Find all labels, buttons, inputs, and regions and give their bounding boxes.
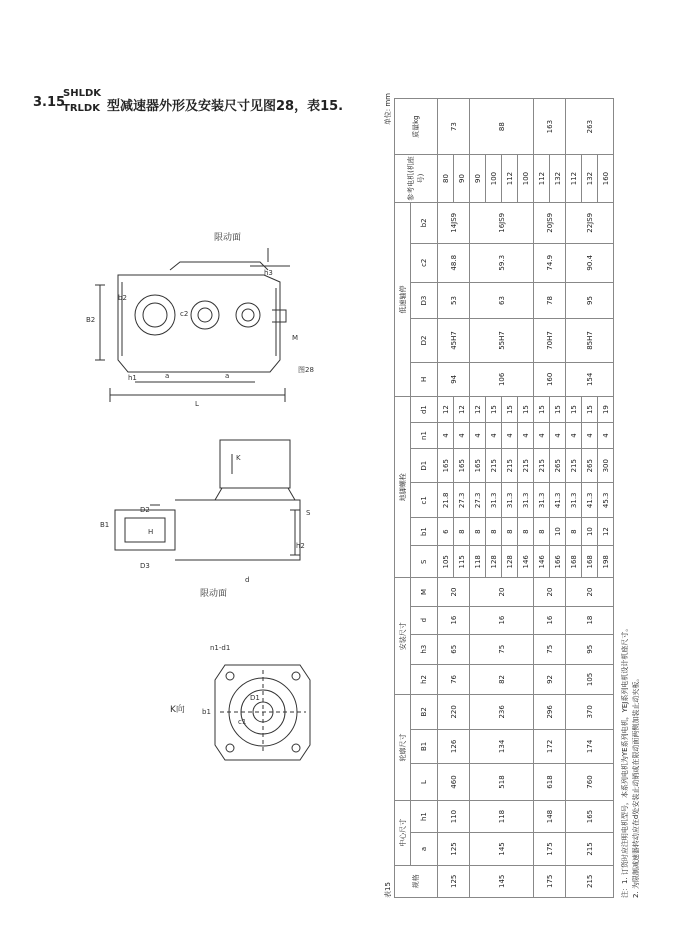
table-row	[438, 99, 454, 898]
cell-h1: 165	[566, 800, 614, 832]
cell-L: 460	[438, 764, 470, 801]
cell-D1: 215	[518, 448, 534, 483]
cell-c1: 27.3	[470, 483, 486, 518]
label-M: M	[292, 334, 299, 342]
cell-H: 154	[566, 362, 614, 397]
figure-caption: 图28	[298, 366, 314, 374]
cell-d1: 12	[470, 397, 486, 423]
cell-b2: 20JS9	[534, 202, 566, 243]
cell-motor: 100	[486, 155, 502, 203]
cell-S: 146	[518, 546, 534, 578]
cell-M: 20	[566, 578, 614, 606]
cell-c1: 31.3	[486, 483, 502, 518]
cell-b1: 8	[534, 518, 550, 546]
table-notes	[620, 625, 642, 898]
cell-D1: 265	[550, 448, 566, 483]
cell-spec: 125	[438, 865, 470, 897]
table-15-rotated	[380, 85, 650, 910]
note-2: 2. 为限制减速器转动应在d处安装止动销或在限动面两侧加装止动夹板。	[632, 674, 640, 898]
cell-L: 760	[566, 764, 614, 801]
cell-b2: 14JS9	[438, 202, 470, 243]
cell-L: 518	[470, 764, 534, 801]
col-D2: D2	[411, 319, 438, 362]
cell-a: 145	[470, 833, 534, 865]
cell-c2: 74.9	[534, 243, 566, 282]
cell-n1: 4	[534, 423, 550, 449]
label-H: H	[148, 528, 154, 536]
table-15-container	[380, 85, 650, 910]
cell-b1: 8	[454, 518, 470, 546]
model-bottom: TRLDK	[63, 103, 100, 114]
spec-table	[394, 98, 614, 898]
label-K: K	[236, 454, 241, 462]
cell-motor: 112	[566, 155, 582, 203]
cell-spec: 215	[566, 865, 614, 897]
cell-B1: 126	[438, 729, 470, 764]
table-unit: 单位: mm	[384, 93, 392, 126]
cell-h3: 65	[438, 634, 470, 664]
cell-S: 128	[486, 546, 502, 578]
cell-b1: 10	[550, 518, 566, 546]
group-install: 安装尺寸	[395, 578, 411, 695]
col-D3: D3	[411, 282, 438, 319]
cell-c2: 90.4	[566, 243, 614, 282]
cell-n1: 4	[438, 423, 454, 449]
cell-d: 16	[470, 606, 534, 634]
cell-d1: 19	[598, 397, 614, 423]
cell-S: 128	[502, 546, 518, 578]
cell-D1: 265	[582, 448, 598, 483]
cell-motor: 90	[470, 155, 486, 203]
group-shaft: 低速轴停	[395, 202, 411, 396]
cell-c1: 31.3	[566, 483, 582, 518]
cell-a: 175	[534, 833, 566, 865]
cell-B2: 220	[438, 695, 470, 730]
cell-M: 20	[534, 578, 566, 606]
cell-M: 20	[470, 578, 534, 606]
cell-D3: 53	[438, 282, 470, 319]
cell-n1: 4	[566, 423, 582, 449]
cell-d1: 12	[454, 397, 470, 423]
col-d: d	[411, 606, 438, 634]
col-c1: c1	[411, 483, 438, 518]
col-h1: h1	[411, 800, 438, 832]
table-row	[534, 99, 550, 898]
cell-c1: 31.3	[502, 483, 518, 518]
cell-b1: 12	[598, 518, 614, 546]
cell-n1: 4	[470, 423, 486, 449]
cell-mass: 88	[470, 99, 534, 155]
col-h2: h2	[411, 664, 438, 694]
label-D3: D3	[140, 562, 150, 570]
cell-mass: 73	[438, 99, 470, 155]
group-foot: 地脚螺栓	[395, 397, 411, 578]
cell-h2: 105	[566, 664, 614, 694]
cell-h1: 110	[438, 800, 470, 832]
cell-D3: 63	[470, 282, 534, 319]
cell-h1: 148	[534, 800, 566, 832]
table-title: 表15	[384, 882, 392, 898]
label-limit-face-top: 限动面	[214, 233, 242, 243]
cell-h2: 76	[438, 664, 470, 694]
cell-c1: 45.3	[598, 483, 614, 518]
label-D2: D2	[140, 506, 150, 514]
cell-n1: 4	[582, 423, 598, 449]
col-c2: c2	[411, 243, 438, 282]
cell-S: 168	[566, 546, 582, 578]
cell-n1: 4	[550, 423, 566, 449]
cell-b1: 8	[486, 518, 502, 546]
label-h3: h3	[264, 269, 273, 277]
label-a-right: a	[225, 372, 230, 380]
cell-D2: 70H7	[534, 319, 566, 362]
col-B2: B2	[411, 695, 438, 730]
col-B1: B1	[411, 729, 438, 764]
title-text: 型减速器外形及安装尺寸见图28，表15.	[107, 99, 344, 114]
col-L: L	[411, 764, 438, 801]
cell-L: 618	[534, 764, 566, 801]
cell-mass: 163	[534, 99, 566, 155]
cell-D1: 215	[486, 448, 502, 483]
cell-motor: 132	[582, 155, 598, 203]
note-1: 注：1. 订货时应注明电机型号，本系列电机为YE系列电机，YEJ系列电机设计机座尺寸。	[621, 624, 629, 898]
cell-c1: 31.3	[518, 483, 534, 518]
cell-n1: 4	[598, 423, 614, 449]
cell-S: 105	[438, 546, 454, 578]
cell-n1: 4	[502, 423, 518, 449]
label-h2: h2	[296, 542, 305, 550]
cell-M: 20	[438, 578, 470, 606]
cell-h3: 95	[566, 634, 614, 664]
cell-D3: 78	[534, 282, 566, 319]
cell-B1: 134	[470, 729, 534, 764]
cell-D1: 300	[598, 448, 614, 483]
cell-D1: 165	[438, 448, 454, 483]
cell-B1: 174	[566, 729, 614, 764]
label-c2: c2	[180, 310, 189, 318]
col-H: H	[411, 362, 438, 397]
cell-b1: 8	[518, 518, 534, 546]
cell-B2: 296	[534, 695, 566, 730]
label-limit-face-side: 限动面	[200, 589, 228, 599]
cell-n1: 4	[454, 423, 470, 449]
cell-D1: 165	[454, 448, 470, 483]
col-a: a	[411, 833, 438, 865]
cell-b1: 8	[502, 518, 518, 546]
label-b2-lower: b2	[118, 294, 127, 302]
col-D1: D1	[411, 448, 438, 483]
cell-motor: 112	[502, 155, 518, 203]
cell-motor: 160	[598, 155, 614, 203]
label-b2-upper: B2	[86, 316, 96, 324]
cell-B1: 172	[534, 729, 566, 764]
top-view	[95, 248, 290, 402]
col-motor: 参考电机(机座号)	[395, 155, 438, 203]
cell-c1: 27.3	[454, 483, 470, 518]
label-n1-d1: n1-d1	[210, 644, 231, 652]
cell-b1: 8	[470, 518, 486, 546]
cell-d1: 15	[550, 397, 566, 423]
cell-b1: 8	[566, 518, 582, 546]
label-h1: h1	[128, 374, 137, 382]
cell-mass: 263	[566, 99, 614, 155]
label-c1: c1	[238, 718, 247, 726]
label-a-left: a	[165, 372, 170, 380]
cell-d: 18	[566, 606, 614, 634]
col-n1: n1	[411, 423, 438, 449]
cell-d1: 12	[438, 397, 454, 423]
cell-motor: 90	[454, 155, 470, 203]
cell-S: 146	[534, 546, 550, 578]
label-D1: D1	[250, 694, 260, 702]
cell-h3: 75	[470, 634, 534, 664]
cell-D1: 215	[566, 448, 582, 483]
cell-B2: 236	[470, 695, 534, 730]
cell-d1: 15	[534, 397, 550, 423]
cell-b2: 22JS9	[566, 202, 614, 243]
cell-n1: 4	[486, 423, 502, 449]
cell-c1: 41.3	[582, 483, 598, 518]
label-B1: B1	[100, 521, 110, 529]
cell-S: 115	[454, 546, 470, 578]
cell-S: 168	[582, 546, 598, 578]
cell-h3: 75	[534, 634, 566, 664]
k-view	[215, 665, 310, 760]
group-outline: 轮廓尺寸	[395, 695, 411, 801]
cell-d1: 15	[502, 397, 518, 423]
cell-S: 118	[470, 546, 486, 578]
model-top: SHLDK	[63, 88, 101, 99]
cell-B2: 370	[566, 695, 614, 730]
cell-b1: 6	[438, 518, 454, 546]
cell-motor: 80	[438, 155, 454, 203]
cell-H: 94	[438, 362, 470, 397]
label-b1: b1	[202, 708, 211, 716]
group-center: 中心尺寸	[395, 800, 411, 865]
cell-S: 198	[598, 546, 614, 578]
cell-motor: 112	[534, 155, 550, 203]
cell-D2: 85H7	[566, 319, 614, 362]
cell-d1: 15	[582, 397, 598, 423]
cell-c1: 31.3	[534, 483, 550, 518]
label-d: d	[245, 576, 250, 584]
cell-c1: 41.3	[550, 483, 566, 518]
cell-c2: 59.3	[470, 243, 534, 282]
cell-h1: 118	[470, 800, 534, 832]
cell-c2: 48.8	[438, 243, 470, 282]
cell-d1: 15	[486, 397, 502, 423]
cell-n1: 4	[518, 423, 534, 449]
section-number: 3.15	[33, 95, 66, 110]
label-k-view: K向	[170, 705, 185, 715]
cell-H: 106	[470, 362, 534, 397]
cell-D1: 165	[470, 448, 486, 483]
label-S: S	[306, 509, 311, 517]
table-body	[438, 99, 614, 898]
col-b1: b1	[411, 518, 438, 546]
cell-D2: 55H7	[470, 319, 534, 362]
cell-spec: 175	[534, 865, 566, 897]
col-M: M	[411, 578, 438, 606]
cell-d1: 15	[566, 397, 582, 423]
cell-D1: 215	[502, 448, 518, 483]
cell-b1: 10	[582, 518, 598, 546]
table-row	[566, 99, 582, 898]
cell-h2: 82	[470, 664, 534, 694]
cell-a: 125	[438, 833, 470, 865]
cell-c1: 21.8	[438, 483, 454, 518]
col-spec: 规格	[395, 865, 438, 897]
cell-motor: 100	[518, 155, 534, 203]
cell-D3: 95	[566, 282, 614, 319]
cell-D2: 45H7	[438, 319, 470, 362]
col-mass: 质量kg	[395, 99, 438, 155]
cell-d1: 15	[518, 397, 534, 423]
cell-S: 166	[550, 546, 566, 578]
col-h3: h3	[411, 634, 438, 664]
cell-H: 160	[534, 362, 566, 397]
cell-h2: 92	[534, 664, 566, 694]
cell-d: 16	[438, 606, 470, 634]
cell-a: 215	[566, 833, 614, 865]
cell-d: 16	[534, 606, 566, 634]
label-L: L	[195, 400, 199, 408]
cell-D1: 215	[534, 448, 550, 483]
cell-motor: 132	[550, 155, 566, 203]
cell-b2: 16JS9	[470, 202, 534, 243]
col-b2: b2	[411, 202, 438, 243]
side-view	[115, 440, 300, 560]
table-row	[470, 99, 486, 898]
col-S: S	[411, 546, 438, 578]
cell-spec: 145	[470, 865, 534, 897]
col-d1: d1	[411, 397, 438, 423]
